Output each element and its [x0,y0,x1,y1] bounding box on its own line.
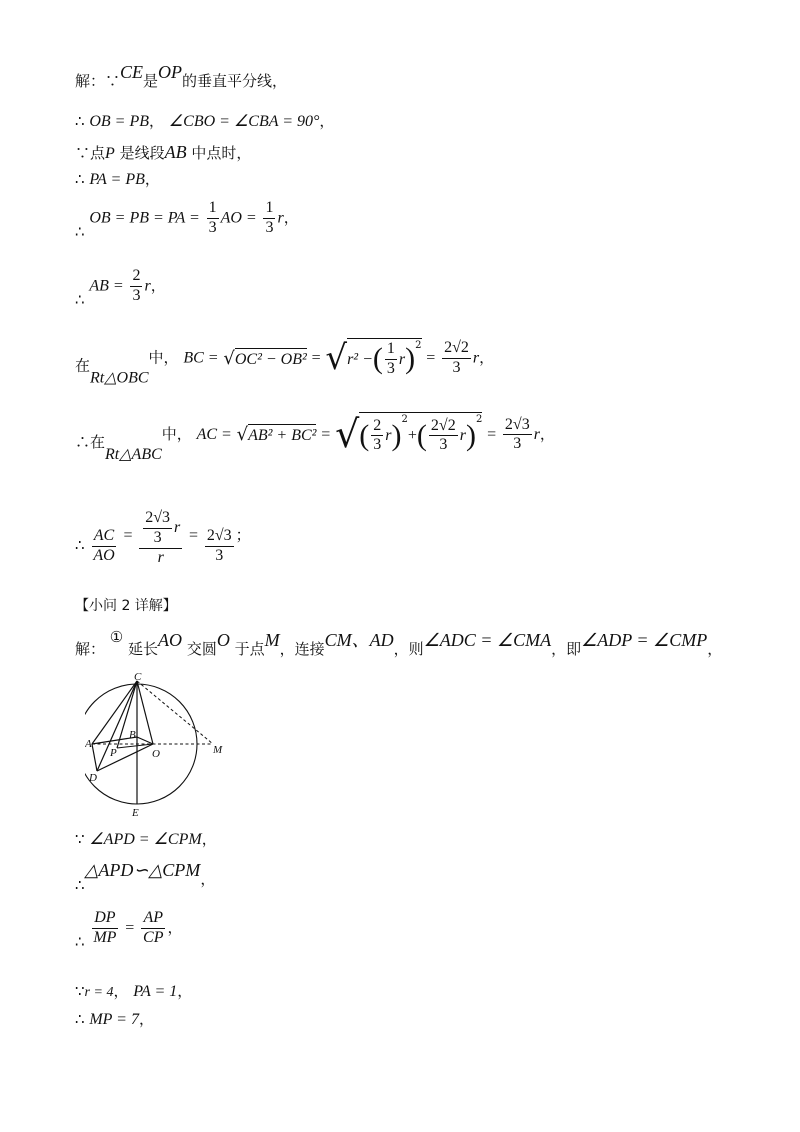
solution2-line2: ∵ ∠APD = ∠CPM， [75,830,217,848]
label-b: B [129,729,136,741]
label-m: M [213,744,223,756]
solution2-line3: ∴△APD∽△CPM， [75,860,216,894]
solution2-line5: ∵r = 4， PA = 1， [75,982,193,1000]
label-e: E [132,807,139,819]
solution2-line6: ∴ MP = 7， [75,1010,154,1028]
section2-heading: 【小问 2 详解】 [75,598,177,614]
label-p: P [110,747,117,759]
solution1-line3: ∵点P 是线段AB 中点时， [75,142,252,162]
solution2-line4: ∴ $\frac{DP}{MP}$ = $\frac{AP}{CP}$ ， [75,909,183,951]
solution2-line1: 解： ① 延长AO 交圆O 于点M，连接CM、AD，则∠ADC = ∠CMA，即∠ADP = ∠CMP， [75,628,723,658]
label-a: A [85,738,92,750]
solution1-line2: ∴ OB = PB， ∠CBO = ∠CBA = 90°， [75,112,335,130]
solution1-line6: ∴ AB = $\frac{2}{3}$ r， [75,267,166,309]
solution1-line1: 解：∵CE是OP的垂直平分线， [75,62,288,90]
solution1-line9: ∴ $\frac{AC}{AO}$ = $\frac{2√3}{3}$ r r = $\frac{2√3}{3}$ ； [75,509,251,566]
solution1-line5: ∴ OB = PB = PA = $\frac{1}{3}$ AO = $\frac{1}{3}$ r， [75,199,299,241]
solution1-line8: ∴在Rt△ABC中， AC = √ AB² + BC² = √ ( $\frac{2}{3}$ r ) $^2$ + ( $\frac{2√2}{3}$ r ) $^2$ = $\frac{2√3}{3}$ r， [75,412,555,463]
label-o: O [152,748,160,760]
solution1-line7: 在Rt△OBC中， BC = √ OC² − OB² = √ r² − ( $\frac{1}{3}$ r ) $^2$ = $\frac{2√2}{3}$ r， [75,338,495,387]
solution1-line4: ∴ PA = PB， [75,170,160,188]
label-c: C [134,673,142,683]
line-cm [137,681,213,744]
geometry-figure [85,673,245,827]
label-d: D [89,772,97,784]
